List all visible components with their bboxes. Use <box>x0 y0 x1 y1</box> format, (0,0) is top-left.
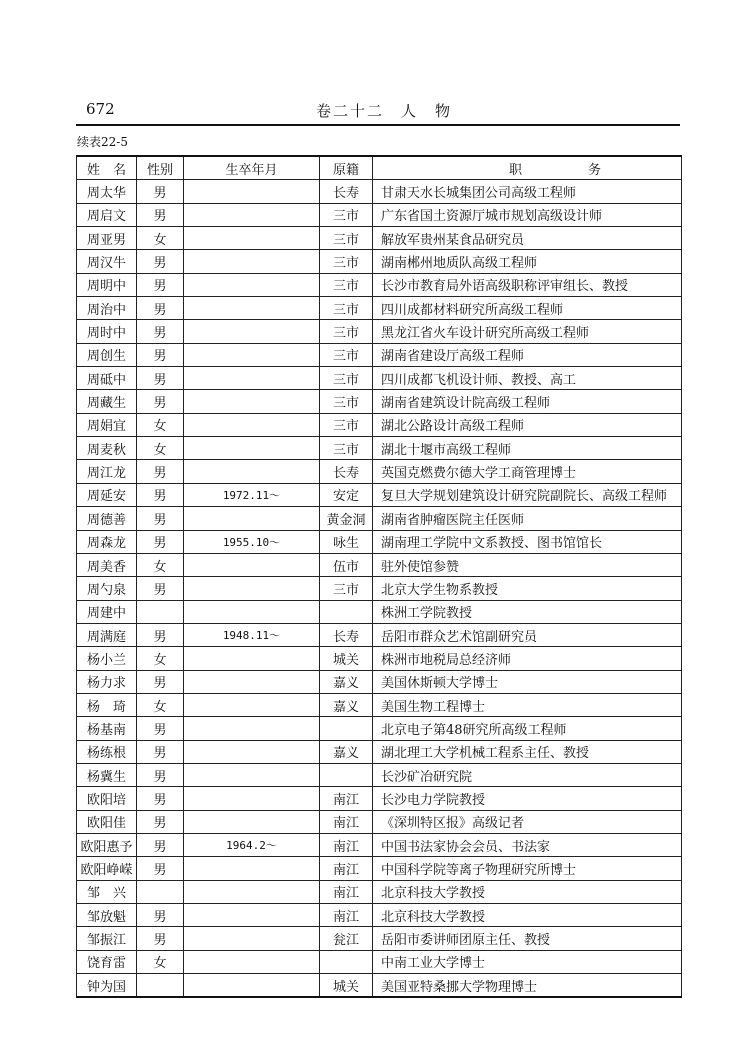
cell-duty: 长沙电力学院教授 <box>373 787 682 810</box>
cell-birth <box>184 180 320 203</box>
cell-duty: 湖北公路设计高级工程师 <box>373 413 682 436</box>
cell-birth <box>184 227 320 250</box>
table-row <box>77 950 682 973</box>
cell-birth <box>184 810 320 833</box>
table-row <box>77 203 682 226</box>
table-row <box>77 974 682 998</box>
cell-name: 杨基南 <box>77 717 137 740</box>
cell-gender: 男 <box>137 203 184 226</box>
cell-origin: 城关 <box>320 974 373 998</box>
cell-origin: 咏生 <box>320 530 373 553</box>
cell-duty: 湖南省建设厅高级工程师 <box>373 343 682 366</box>
cell-origin: 城关 <box>320 647 373 670</box>
cell-origin: 三市 <box>320 250 373 273</box>
table-row <box>77 413 682 436</box>
column-header-birth: 生卒年月 <box>184 156 320 180</box>
cell-duty: 四川成都材料研究所高级工程师 <box>373 297 682 320</box>
cell-duty: 英国克燃费尔德大学工商管理博士 <box>373 460 682 483</box>
cell-gender: 男 <box>137 904 184 927</box>
cell-birth <box>184 904 320 927</box>
cell-name: 邹放魁 <box>77 904 137 927</box>
table-row <box>77 390 682 413</box>
header-rule <box>76 124 680 126</box>
cell-name: 周创生 <box>77 343 137 366</box>
cell-birth <box>184 413 320 436</box>
table-row <box>77 763 682 786</box>
cell-origin: 南江 <box>320 880 373 903</box>
cell-gender: 女 <box>137 553 184 576</box>
cell-duty: 解放军贵州某食品研究员 <box>373 227 682 250</box>
table-row <box>77 343 682 366</box>
cell-duty: 北京电子第48研究所高级工程师 <box>373 717 682 740</box>
cell-birth <box>184 763 320 786</box>
cell-duty: 中南工业大学博士 <box>373 950 682 973</box>
cell-origin <box>320 950 373 973</box>
cell-duty: 湖北十堰市高级工程师 <box>373 437 682 460</box>
table-row <box>77 460 682 483</box>
table-row <box>77 740 682 763</box>
cell-birth <box>184 273 320 296</box>
cell-gender: 男 <box>137 763 184 786</box>
table-row <box>77 250 682 273</box>
cell-gender: 男 <box>137 530 184 553</box>
cell-birth <box>184 460 320 483</box>
cell-duty: 北京大学生物系教授 <box>373 577 682 600</box>
cell-name: 周美香 <box>77 553 137 576</box>
table-body <box>77 180 682 998</box>
cell-birth <box>184 250 320 273</box>
cell-name: 欧阳培 <box>77 787 137 810</box>
table-row <box>77 693 682 716</box>
cell-name: 杨冀生 <box>77 763 137 786</box>
cell-name: 周满庭 <box>77 623 137 646</box>
cell-origin: 长寿 <box>320 460 373 483</box>
cell-origin: 长寿 <box>320 623 373 646</box>
cell-gender: 男 <box>137 390 184 413</box>
cell-birth <box>184 553 320 576</box>
cell-duty: 美国生物工程博士 <box>373 693 682 716</box>
cell-origin: 三市 <box>320 227 373 250</box>
table-row <box>77 483 682 506</box>
cell-duty: 广东省国土资源厅城市规划高级设计师 <box>373 203 682 226</box>
cell-name: 杨力求 <box>77 670 137 693</box>
cell-origin: 三市 <box>320 203 373 226</box>
cell-duty: 北京科技大学教授 <box>373 880 682 903</box>
cell-gender: 男 <box>137 250 184 273</box>
column-header-duty-part1: 职 <box>509 162 523 178</box>
table-row <box>77 367 682 390</box>
cell-birth <box>184 880 320 903</box>
cell-origin: 三市 <box>320 297 373 320</box>
cell-duty: 中国书法家协会会员、书法家 <box>373 833 682 856</box>
table-row <box>77 623 682 646</box>
table-row <box>77 927 682 950</box>
cell-origin: 三市 <box>320 413 373 436</box>
cell-gender: 男 <box>137 507 184 530</box>
cell-birth <box>184 390 320 413</box>
cell-name: 周时中 <box>77 320 137 343</box>
cell-origin: 瓮江 <box>320 927 373 950</box>
cell-name: 周娟宜 <box>77 413 137 436</box>
cell-birth <box>184 717 320 740</box>
cell-origin: 南江 <box>320 904 373 927</box>
cell-name: 周启文 <box>77 203 137 226</box>
cell-duty: 美国亚特桑挪大学物理博士 <box>373 974 682 998</box>
cell-gender: 女 <box>137 227 184 250</box>
cell-gender: 男 <box>137 180 184 203</box>
cell-name: 欧阳佳 <box>77 810 137 833</box>
cell-birth <box>184 577 320 600</box>
cell-gender: 男 <box>137 927 184 950</box>
cell-origin: 南江 <box>320 787 373 810</box>
cell-duty: 湖南郴州地质队高级工程师 <box>373 250 682 273</box>
cell-birth: 1948.11～ <box>184 623 320 646</box>
cell-birth: 1972.11～ <box>184 483 320 506</box>
cell-birth <box>184 740 320 763</box>
cell-name: 邹振江 <box>77 927 137 950</box>
table-row <box>77 553 682 576</box>
table-row <box>77 437 682 460</box>
cell-gender: 男 <box>137 787 184 810</box>
cell-birth: 1964.2～ <box>184 833 320 856</box>
cell-birth <box>184 647 320 670</box>
cell-birth: 1955.10～ <box>184 530 320 553</box>
table-row <box>77 787 682 810</box>
cell-gender: 女 <box>137 950 184 973</box>
cell-gender: 男 <box>137 297 184 320</box>
cell-name: 周明中 <box>77 273 137 296</box>
cell-gender <box>137 880 184 903</box>
cell-birth <box>184 950 320 973</box>
cell-duty: 岳阳市委讲师团原主任、教授 <box>373 927 682 950</box>
table-row <box>77 670 682 693</box>
cell-gender: 男 <box>137 460 184 483</box>
cell-name: 饶育雷 <box>77 950 137 973</box>
cell-gender: 男 <box>137 857 184 880</box>
cell-origin: 三市 <box>320 320 373 343</box>
cell-duty: 甘肃天水长城集团公司高级工程师 <box>373 180 682 203</box>
cell-origin: 三市 <box>320 390 373 413</box>
table-caption: 续表22-5 <box>77 135 128 149</box>
table-row <box>77 577 682 600</box>
cell-birth <box>184 670 320 693</box>
cell-duty: 株洲工学院教授 <box>373 600 682 623</box>
table-row <box>77 320 682 343</box>
cell-duty: 驻外使馆参赞 <box>373 553 682 576</box>
cell-origin: 嘉义 <box>320 693 373 716</box>
cell-origin: 三市 <box>320 367 373 390</box>
cell-name: 周汉牛 <box>77 250 137 273</box>
cell-name: 周江龙 <box>77 460 137 483</box>
table-row <box>77 833 682 856</box>
cell-name: 周森龙 <box>77 530 137 553</box>
cell-origin: 安定 <box>320 483 373 506</box>
cell-name: 周麦秋 <box>77 437 137 460</box>
table-row <box>77 600 682 623</box>
cell-origin: 南江 <box>320 833 373 856</box>
cell-origin <box>320 763 373 786</box>
column-header-duty-part2: 务 <box>587 162 601 178</box>
cell-duty: 湖南省肿瘤医院主任医师 <box>373 507 682 530</box>
table-row <box>77 904 682 927</box>
table-row <box>77 507 682 530</box>
cell-origin: 嘉义 <box>320 740 373 763</box>
cell-name: 周延安 <box>77 483 137 506</box>
cell-gender <box>137 600 184 623</box>
cell-origin: 嘉义 <box>320 670 373 693</box>
cell-origin: 三市 <box>320 343 373 366</box>
cell-name: 周亚男 <box>77 227 137 250</box>
cell-birth <box>184 787 320 810</box>
table-row <box>77 273 682 296</box>
cell-origin: 长寿 <box>320 180 373 203</box>
cell-birth <box>184 857 320 880</box>
cell-duty: 北京科技大学教授 <box>373 904 682 927</box>
table-row <box>77 857 682 880</box>
cell-name: 钟为国 <box>77 974 137 998</box>
cell-gender: 男 <box>137 273 184 296</box>
cell-gender: 男 <box>137 483 184 506</box>
cell-gender: 男 <box>137 740 184 763</box>
cell-duty: 长沙矿冶研究院 <box>373 763 682 786</box>
cell-duty: 复旦大学规划建筑设计研究院副院长、高级工程师 <box>373 483 682 506</box>
cell-name: 杨 琦 <box>77 693 137 716</box>
cell-duty: 湖南理工学院中文系教授、图书馆馆长 <box>373 530 682 553</box>
cell-birth <box>184 320 320 343</box>
table-row <box>77 227 682 250</box>
cell-birth <box>184 367 320 390</box>
cell-origin <box>320 600 373 623</box>
column-header-gender: 性别 <box>137 156 184 180</box>
cell-name: 杨练根 <box>77 740 137 763</box>
cell-duty: 株洲市地税局总经济师 <box>373 647 682 670</box>
cell-name: 周德善 <box>77 507 137 530</box>
cell-gender: 男 <box>137 320 184 343</box>
cell-birth <box>184 693 320 716</box>
cell-gender <box>137 974 184 998</box>
cell-origin <box>320 717 373 740</box>
cell-origin: 三市 <box>320 437 373 460</box>
cell-gender: 女 <box>137 413 184 436</box>
table-header-row <box>77 156 682 180</box>
table-row <box>77 810 682 833</box>
table-row <box>77 647 682 670</box>
cell-origin: 南江 <box>320 857 373 880</box>
table-row <box>77 717 682 740</box>
cell-duty: 中国科学院等离子物理研究所博士 <box>373 857 682 880</box>
cell-birth <box>184 297 320 320</box>
cell-birth <box>184 927 320 950</box>
table-row <box>77 530 682 553</box>
cell-origin: 伍市 <box>320 553 373 576</box>
cell-birth <box>184 974 320 998</box>
table-row <box>77 297 682 320</box>
cell-name: 周藏生 <box>77 390 137 413</box>
cell-name: 周太华 <box>77 180 137 203</box>
personnel-table <box>76 155 682 998</box>
cell-gender: 女 <box>137 693 184 716</box>
cell-gender: 男 <box>137 577 184 600</box>
cell-name: 周砥中 <box>77 367 137 390</box>
running-head: 卷二十二 人 物 <box>316 102 453 120</box>
cell-origin: 南江 <box>320 810 373 833</box>
page-number: 672 <box>86 100 115 118</box>
cell-duty: 湖北理工大学机械工程系主任、教授 <box>373 740 682 763</box>
cell-birth <box>184 203 320 226</box>
cell-gender: 男 <box>137 670 184 693</box>
cell-gender: 男 <box>137 367 184 390</box>
cell-name: 欧阳惠予 <box>77 833 137 856</box>
cell-birth <box>184 600 320 623</box>
cell-origin: 黄金洞 <box>320 507 373 530</box>
cell-gender: 男 <box>137 833 184 856</box>
column-header-origin: 原籍 <box>320 156 373 180</box>
cell-duty: 美国休斯顿大学博士 <box>373 670 682 693</box>
cell-origin: 三市 <box>320 577 373 600</box>
column-header-duty <box>373 156 682 180</box>
cell-duty: 长沙市教育局外语高级职称评审组长、教授 <box>373 273 682 296</box>
cell-gender: 女 <box>137 647 184 670</box>
cell-birth <box>184 343 320 366</box>
cell-name: 周治中 <box>77 297 137 320</box>
cell-gender: 男 <box>137 717 184 740</box>
cell-gender: 男 <box>137 623 184 646</box>
cell-duty: 岳阳市群众艺术馆副研究员 <box>373 623 682 646</box>
table-row <box>77 180 682 203</box>
cell-name: 邹 兴 <box>77 880 137 903</box>
cell-origin: 三市 <box>320 273 373 296</box>
cell-duty: 湖南省建筑设计院高级工程师 <box>373 390 682 413</box>
cell-name: 欧阳峥嵘 <box>77 857 137 880</box>
cell-name: 杨小兰 <box>77 647 137 670</box>
cell-duty: 《深圳特区报》高级记者 <box>373 810 682 833</box>
column-header-name: 姓 名 <box>77 156 137 180</box>
cell-duty: 四川成都飞机设计师、教授、高工 <box>373 367 682 390</box>
cell-gender: 男 <box>137 810 184 833</box>
cell-gender: 男 <box>137 343 184 366</box>
cell-gender: 女 <box>137 437 184 460</box>
cell-birth <box>184 437 320 460</box>
table-row <box>77 880 682 903</box>
cell-birth <box>184 507 320 530</box>
cell-name: 周建中 <box>77 600 137 623</box>
cell-duty: 黑龙江省火车设计研究所高级工程师 <box>373 320 682 343</box>
cell-name: 周勺泉 <box>77 577 137 600</box>
